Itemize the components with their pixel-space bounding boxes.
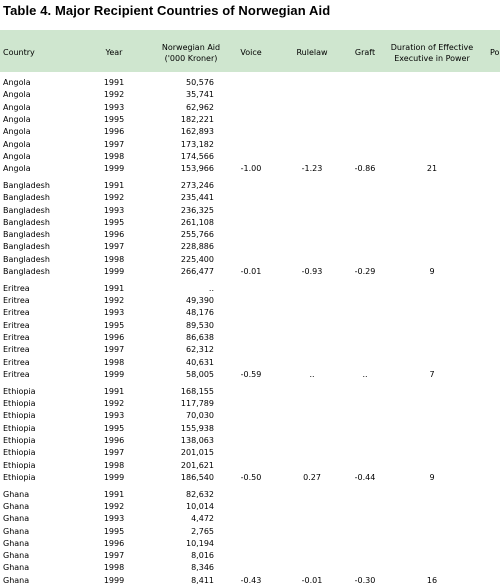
- cell-country: Angola: [3, 102, 31, 112]
- table-row: [0, 435, 500, 447]
- cell-year: 1993: [103, 102, 125, 112]
- cell-country: Eritrea: [3, 283, 30, 293]
- header-country: Country: [3, 48, 35, 57]
- cell-country: Ghana: [3, 538, 30, 548]
- cell-year: 1992: [103, 501, 125, 511]
- cell-rulelaw: 0.27: [303, 472, 321, 482]
- table-row: [0, 575, 500, 587]
- cell-year: 1997: [103, 242, 125, 252]
- cell-aid: 35,741: [186, 90, 214, 100]
- cell-aid: 10,194: [186, 538, 214, 548]
- cell-year: 1997: [103, 139, 125, 149]
- cell-aid: 82,632: [186, 489, 214, 499]
- cell-aid: 117,789: [180, 399, 214, 408]
- cell-voice: -0.01: [240, 267, 262, 276]
- cell-country: Angola: [3, 139, 31, 149]
- cell-country: Angola: [3, 114, 31, 124]
- cell-aid: 201,015: [180, 448, 214, 458]
- cell-aid: 8,346: [191, 563, 214, 573]
- cell-year: 1996: [103, 230, 125, 240]
- table-row: [0, 295, 500, 307]
- cell-graft: -0.29: [354, 267, 376, 276]
- header-graft: Graft: [354, 48, 376, 57]
- cell-aid: 2,765: [191, 526, 214, 536]
- cell-voice: -0.43: [240, 575, 262, 585]
- table-row: [0, 398, 500, 410]
- cell-country: Ethiopia: [3, 411, 36, 421]
- cell-country: Eritrea: [3, 333, 30, 342]
- cell-year: 1998: [103, 563, 125, 573]
- cell-country: Eritrea: [3, 357, 30, 367]
- cell-year: 1998: [103, 151, 125, 161]
- cell-country: Angola: [3, 164, 31, 174]
- cell-aid: 62,962: [186, 102, 214, 112]
- table-row: [0, 89, 500, 101]
- cell-year: 1996: [103, 127, 125, 137]
- cell-country: Bangladesh: [3, 267, 50, 276]
- cell-year: 1998: [103, 460, 125, 470]
- cell-aid: 255,766: [180, 230, 214, 240]
- cell-aid: 173,182: [180, 139, 214, 149]
- table-row: [0, 562, 500, 574]
- cell-country: Ethiopia: [3, 423, 36, 433]
- cell-aid: 155,938: [180, 423, 214, 433]
- cell-graft: -0.44: [354, 472, 376, 482]
- cell-country: Bangladesh: [3, 242, 50, 252]
- table-row: [0, 410, 500, 422]
- cell-country: Angola: [3, 127, 31, 137]
- table-row: [0, 460, 500, 472]
- cell-graft: -0.86: [354, 164, 376, 174]
- header-aid-line1: Norwegian Aid: [161, 43, 221, 52]
- cell-country: Ghana: [3, 489, 30, 499]
- table-row: [0, 550, 500, 562]
- cell-year: 1995: [103, 217, 125, 227]
- cell-duration: 16: [426, 575, 438, 585]
- cell-year: 1995: [103, 423, 125, 433]
- cell-aid: 225,400: [180, 254, 214, 264]
- header-aid-line2: ('000 Kroner): [164, 54, 218, 63]
- cell-year: 1999: [103, 369, 125, 379]
- cell-aid: 201,621: [180, 460, 214, 470]
- cell-aid: 186,540: [180, 472, 214, 482]
- table-row: [0, 423, 500, 435]
- cell-year: 1997: [103, 345, 125, 355]
- cell-country: Ethiopia: [3, 386, 36, 396]
- cell-year: 1996: [103, 435, 125, 445]
- cell-country: Bangladesh: [3, 205, 50, 215]
- table-row: [0, 163, 500, 175]
- table-row: [0, 526, 500, 538]
- cell-voice: -0.59: [240, 369, 262, 379]
- cell-country: Ethiopia: [3, 399, 36, 408]
- cell-country: Ethiopia: [3, 460, 36, 470]
- cell-aid: 89,530: [186, 320, 214, 330]
- cell-country: Bangladesh: [3, 180, 50, 190]
- cell-year: 1993: [103, 514, 125, 524]
- cell-country: Bangladesh: [3, 230, 50, 240]
- table-row: [0, 538, 500, 550]
- cell-year: 1991: [103, 489, 125, 499]
- cell-year: 1995: [103, 114, 125, 124]
- header-year: Year: [105, 48, 123, 57]
- cell-year: 1991: [103, 283, 125, 293]
- table-row: [0, 77, 500, 89]
- cell-aid: 50,576: [186, 78, 214, 87]
- table-row: [0, 205, 500, 217]
- cell-aid: 86,638: [186, 333, 214, 342]
- cell-aid: 138,063: [180, 435, 214, 445]
- cell-aid: 10,014: [186, 501, 214, 511]
- cell-country: Ghana: [3, 526, 30, 536]
- table-row: [0, 217, 500, 229]
- table-row: [0, 369, 500, 381]
- table-row: [0, 283, 500, 295]
- cell-country: Ghana: [3, 551, 30, 561]
- cell-aid: 8,411: [191, 575, 214, 585]
- cell-year: 1999: [103, 472, 125, 482]
- table-row: [0, 386, 500, 398]
- cell-country: Ethiopia: [3, 448, 36, 458]
- cell-year: 1997: [103, 448, 125, 458]
- cell-country: Bangladesh: [3, 217, 50, 227]
- cell-country: Bangladesh: [3, 254, 50, 264]
- cell-rulelaw: -1.23: [301, 164, 323, 174]
- cell-voice: -0.50: [240, 472, 262, 482]
- cell-aid: 58,005: [186, 369, 214, 379]
- cell-aid: 174,566: [180, 151, 214, 161]
- cell-year: 1991: [103, 180, 125, 190]
- table-row: [0, 344, 500, 356]
- header-voice: Voice: [240, 48, 262, 57]
- cell-country: Angola: [3, 151, 31, 161]
- cell-aid: 236,325: [180, 205, 214, 215]
- cell-year: 1992: [103, 399, 125, 408]
- cell-country: Eritrea: [3, 296, 30, 306]
- cell-aid: 4,472: [191, 514, 214, 524]
- cell-country: Ethiopia: [3, 435, 36, 445]
- table-title: Table 4. Major Recipient Countries of Norwegian Aid: [3, 3, 331, 18]
- cell-year: 1991: [103, 386, 125, 396]
- cell-duration: 21: [426, 164, 438, 174]
- cell-country: Eritrea: [3, 308, 30, 318]
- cell-aid: 48,176: [186, 308, 214, 318]
- table-header: [0, 30, 500, 72]
- table-row: [0, 472, 500, 484]
- cell-year: 1992: [103, 296, 125, 306]
- table-row: [0, 126, 500, 138]
- cell-year: 1998: [103, 254, 125, 264]
- cell-country: Ghana: [3, 563, 30, 573]
- table-row: [0, 447, 500, 459]
- cell-aid: 49,390: [186, 296, 214, 306]
- cell-rulelaw: ..: [309, 369, 315, 379]
- table-row: [0, 151, 500, 163]
- cell-aid: 261,108: [180, 217, 214, 227]
- header-duration-line1: Duration of Effective: [390, 43, 474, 52]
- cell-country: Ghana: [3, 575, 30, 585]
- cell-year: 1996: [103, 333, 125, 342]
- table-row: [0, 513, 500, 525]
- table-row: [0, 266, 500, 278]
- cell-aid: 70,030: [186, 411, 214, 421]
- header-duration-line2: Executive in Power: [394, 54, 470, 63]
- cell-aid: 153,966: [180, 164, 214, 174]
- cell-year: 1991: [103, 78, 125, 87]
- cell-rulelaw: -0.93: [301, 267, 323, 276]
- table-row: [0, 139, 500, 151]
- cell-duration: 7: [429, 369, 435, 379]
- table-row: [0, 320, 500, 332]
- table-row: [0, 307, 500, 319]
- cell-country: Angola: [3, 90, 31, 100]
- cell-aid: 168,155: [180, 386, 214, 396]
- cell-aid: 266,477: [180, 267, 214, 276]
- table-row: [0, 501, 500, 513]
- cell-year: 1993: [103, 205, 125, 215]
- header-aid: [150, 42, 232, 64]
- cell-year: 1993: [103, 411, 125, 421]
- cell-country: Ethiopia: [3, 472, 36, 482]
- cell-year: 1999: [103, 575, 125, 585]
- cell-country: Eritrea: [3, 345, 30, 355]
- cell-country: Eritrea: [3, 369, 30, 379]
- table-row: [0, 489, 500, 501]
- cell-aid: 40,631: [186, 357, 214, 367]
- header-rulelaw: Rulelaw: [296, 48, 328, 57]
- cell-year: 1993: [103, 308, 125, 318]
- table-row: [0, 254, 500, 266]
- cell-aid: 273,246: [180, 180, 214, 190]
- cell-aid: ..: [208, 283, 214, 293]
- table-row: [0, 192, 500, 204]
- cell-country: Angola: [3, 78, 31, 87]
- cell-country: Ghana: [3, 514, 30, 524]
- cell-aid: 182,221: [180, 114, 214, 124]
- table-row: [0, 241, 500, 253]
- cell-year: 1995: [103, 320, 125, 330]
- cell-year: 1999: [103, 267, 125, 276]
- cell-aid: 8,016: [191, 551, 214, 561]
- table-row: [0, 102, 500, 114]
- cell-aid: 228,886: [180, 242, 214, 252]
- cell-year: 1997: [103, 551, 125, 561]
- cell-country: Eritrea: [3, 320, 30, 330]
- cell-duration: 9: [429, 472, 435, 482]
- cell-aid: 235,441: [180, 193, 214, 203]
- header-extra: Po: [490, 48, 500, 57]
- table-row: [0, 332, 500, 344]
- table-row: [0, 229, 500, 241]
- cell-year: 1995: [103, 526, 125, 536]
- cell-rulelaw: -0.01: [301, 575, 323, 585]
- header-duration: [388, 42, 476, 64]
- cell-country: Ghana: [3, 501, 30, 511]
- cell-year: 1998: [103, 357, 125, 367]
- cell-year: 1992: [103, 90, 125, 100]
- cell-voice: -1.00: [240, 164, 262, 174]
- cell-aid: 162,893: [180, 127, 214, 137]
- cell-year: 1992: [103, 193, 125, 203]
- table-row: [0, 114, 500, 126]
- cell-aid: 62,312: [186, 345, 214, 355]
- cell-year: 1999: [103, 164, 125, 174]
- cell-country: Bangladesh: [3, 193, 50, 203]
- cell-graft: -0.30: [354, 575, 376, 585]
- table-row: [0, 180, 500, 192]
- cell-graft: ..: [362, 369, 368, 379]
- table-row: [0, 357, 500, 369]
- cell-year: 1996: [103, 538, 125, 548]
- cell-duration: 9: [429, 267, 435, 276]
